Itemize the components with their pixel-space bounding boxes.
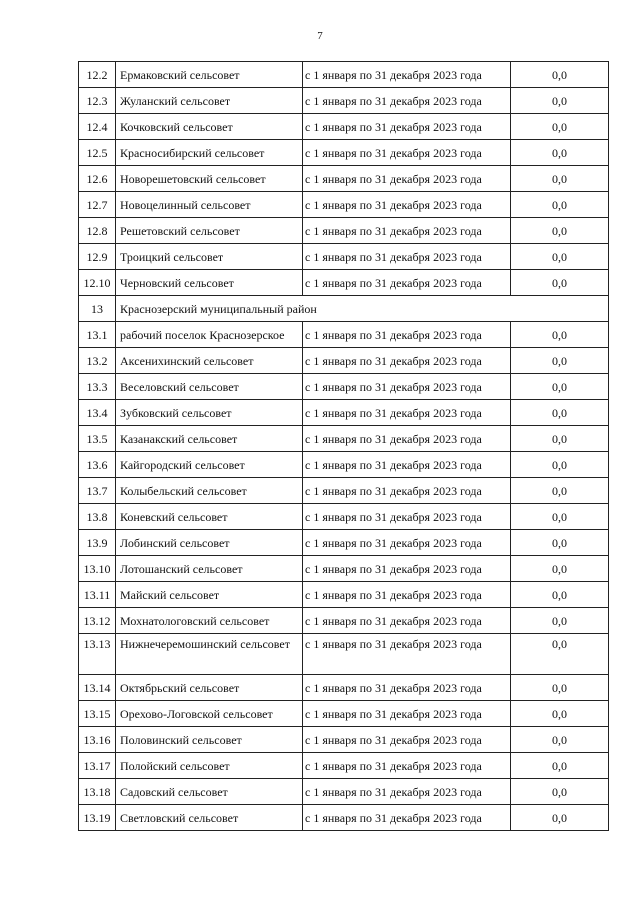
row-number: 13.16 <box>79 727 116 753</box>
period: с 1 января по 31 декабря 2023 года <box>303 608 511 634</box>
row-number: 13.3 <box>79 374 116 400</box>
table-row <box>79 270 609 296</box>
value: 0,0 <box>511 608 609 634</box>
municipality-name: Аксенихинский сельсовет <box>116 348 303 374</box>
municipality-name: Полойский сельсовет <box>116 753 303 779</box>
period: с 1 января по 31 декабря 2023 года <box>303 192 511 218</box>
period: с 1 января по 31 декабря 2023 года <box>303 556 511 582</box>
municipality-name: Половинский сельсовет <box>116 727 303 753</box>
row-number: 13.14 <box>79 675 116 701</box>
row-number: 12.3 <box>79 88 116 114</box>
period: с 1 января по 31 декабря 2023 года <box>303 675 511 701</box>
value: 0,0 <box>511 675 609 701</box>
value: 0,0 <box>511 426 609 452</box>
value: 0,0 <box>511 634 609 675</box>
value: 0,0 <box>511 140 609 166</box>
municipality-name: Мохнатологовский сельсовет <box>116 608 303 634</box>
value: 0,0 <box>511 478 609 504</box>
period: с 1 января по 31 декабря 2023 года <box>303 270 511 296</box>
period: с 1 января по 31 декабря 2023 года <box>303 753 511 779</box>
period: с 1 января по 31 декабря 2023 года <box>303 244 511 270</box>
value: 0,0 <box>511 62 609 88</box>
section-row <box>79 296 609 322</box>
value: 0,0 <box>511 88 609 114</box>
value: 0,0 <box>511 192 609 218</box>
value: 0,0 <box>511 322 609 348</box>
value: 0,0 <box>511 779 609 805</box>
period: с 1 января по 31 декабря 2023 года <box>303 452 511 478</box>
table-row <box>79 114 609 140</box>
table-row <box>79 88 609 114</box>
table-row <box>79 504 609 530</box>
table-row <box>79 634 609 675</box>
row-number: 13.7 <box>79 478 116 504</box>
period: с 1 января по 31 декабря 2023 года <box>303 426 511 452</box>
value: 0,0 <box>511 218 609 244</box>
municipality-name: Коневский сельсовет <box>116 504 303 530</box>
municipality-name: Новорешетовский сельсовет <box>116 166 303 192</box>
value: 0,0 <box>511 270 609 296</box>
municipality-name: Решетовский сельсовет <box>116 218 303 244</box>
municipality-name: Троицкий сельсовет <box>116 244 303 270</box>
row-number: 12.4 <box>79 114 116 140</box>
period: с 1 января по 31 декабря 2023 года <box>303 218 511 244</box>
table-row <box>79 727 609 753</box>
row-number: 13.5 <box>79 426 116 452</box>
row-number: 13.2 <box>79 348 116 374</box>
row-number: 13.19 <box>79 805 116 831</box>
period: с 1 января по 31 декабря 2023 года <box>303 582 511 608</box>
period: с 1 января по 31 декабря 2023 года <box>303 348 511 374</box>
value: 0,0 <box>511 727 609 753</box>
row-number: 12.6 <box>79 166 116 192</box>
table-row <box>79 166 609 192</box>
period: с 1 января по 31 декабря 2023 года <box>303 634 511 675</box>
row-number: 12.10 <box>79 270 116 296</box>
row-number: 13.17 <box>79 753 116 779</box>
row-number: 12.9 <box>79 244 116 270</box>
municipality-name: Новоцелинный сельсовет <box>116 192 303 218</box>
period: с 1 января по 31 декабря 2023 года <box>303 504 511 530</box>
municipality-name: Красносибирский сельсовет <box>116 140 303 166</box>
table-row <box>79 192 609 218</box>
row-number: 13.8 <box>79 504 116 530</box>
row-number: 12.8 <box>79 218 116 244</box>
row-number: 13.11 <box>79 582 116 608</box>
row-number: 12.7 <box>79 192 116 218</box>
value: 0,0 <box>511 582 609 608</box>
table-row <box>79 140 609 166</box>
value: 0,0 <box>511 556 609 582</box>
value: 0,0 <box>511 530 609 556</box>
table-row <box>79 779 609 805</box>
table-row <box>79 530 609 556</box>
period: с 1 января по 31 декабря 2023 года <box>303 374 511 400</box>
municipality-name: Кочковский сельсовет <box>116 114 303 140</box>
municipality-name: Октябрьский сельсовет <box>116 675 303 701</box>
period: с 1 января по 31 декабря 2023 года <box>303 114 511 140</box>
municipality-name: Веселовский сельсовет <box>116 374 303 400</box>
municipality-name: Светловский сельсовет <box>116 805 303 831</box>
municipality-name: Ермаковский сельсовет <box>116 62 303 88</box>
value: 0,0 <box>511 166 609 192</box>
value: 0,0 <box>511 114 609 140</box>
table-row <box>79 753 609 779</box>
municipality-name: Зубковский сельсовет <box>116 400 303 426</box>
table-row <box>79 556 609 582</box>
municipality-name: Садовский сельсовет <box>116 779 303 805</box>
period: с 1 января по 31 декабря 2023 года <box>303 701 511 727</box>
table-row <box>79 608 609 634</box>
value: 0,0 <box>511 348 609 374</box>
page-number: 7 <box>317 30 323 42</box>
period: с 1 января по 31 декабря 2023 года <box>303 140 511 166</box>
period: с 1 января по 31 декабря 2023 года <box>303 88 511 114</box>
table-row <box>79 452 609 478</box>
municipality-name: Колыбельский сельсовет <box>116 478 303 504</box>
period: с 1 января по 31 декабря 2023 года <box>303 166 511 192</box>
row-number: 13.13 <box>79 634 116 675</box>
municipality-name: Нижнечеремошинский сельсовет <box>116 634 303 675</box>
row-number: 13.10 <box>79 556 116 582</box>
row-number: 13.9 <box>79 530 116 556</box>
row-number: 13.15 <box>79 701 116 727</box>
municipality-name: Майский сельсовет <box>116 582 303 608</box>
table-row <box>79 478 609 504</box>
table-row <box>79 426 609 452</box>
table-row <box>79 244 609 270</box>
table-row <box>79 582 609 608</box>
table-row <box>79 62 609 88</box>
municipality-name: Лобинский сельсовет <box>116 530 303 556</box>
value: 0,0 <box>511 452 609 478</box>
table-row <box>79 348 609 374</box>
municipality-name: Лотошанский сельсовет <box>116 556 303 582</box>
period: с 1 января по 31 декабря 2023 года <box>303 400 511 426</box>
table-row <box>79 805 609 831</box>
period: с 1 января по 31 декабря 2023 года <box>303 322 511 348</box>
section-title: Краснозерский муниципальный район <box>116 296 609 322</box>
value: 0,0 <box>511 504 609 530</box>
value: 0,0 <box>511 805 609 831</box>
value: 0,0 <box>511 701 609 727</box>
municipality-name: Черновский сельсовет <box>116 270 303 296</box>
municipality-name: Кайгородский сельсовет <box>116 452 303 478</box>
municipality-table <box>78 61 609 831</box>
row-number: 13.18 <box>79 779 116 805</box>
table-row <box>79 701 609 727</box>
row-number: 13.1 <box>79 322 116 348</box>
period: с 1 января по 31 декабря 2023 года <box>303 727 511 753</box>
period: с 1 января по 31 декабря 2023 года <box>303 779 511 805</box>
table-row <box>79 218 609 244</box>
row-number: 13.6 <box>79 452 116 478</box>
table-row <box>79 400 609 426</box>
period: с 1 января по 31 декабря 2023 года <box>303 530 511 556</box>
table-row <box>79 322 609 348</box>
value: 0,0 <box>511 400 609 426</box>
period: с 1 января по 31 декабря 2023 года <box>303 62 511 88</box>
municipality-name: Жуланский сельсовет <box>116 88 303 114</box>
row-number: 12.5 <box>79 140 116 166</box>
value: 0,0 <box>511 244 609 270</box>
row-number: 12.2 <box>79 62 116 88</box>
row-number: 13.4 <box>79 400 116 426</box>
municipality-name: рабочий поселок Краснозерское <box>116 322 303 348</box>
value: 0,0 <box>511 753 609 779</box>
municipality-name: Казанакский сельсовет <box>116 426 303 452</box>
municipality-name: Орехово-Логовской сельсовет <box>116 701 303 727</box>
table-row <box>79 675 609 701</box>
section-number: 13 <box>79 296 116 322</box>
value: 0,0 <box>511 374 609 400</box>
period: с 1 января по 31 декабря 2023 года <box>303 478 511 504</box>
period: с 1 января по 31 декабря 2023 года <box>303 805 511 831</box>
row-number: 13.12 <box>79 608 116 634</box>
table-row <box>79 374 609 400</box>
